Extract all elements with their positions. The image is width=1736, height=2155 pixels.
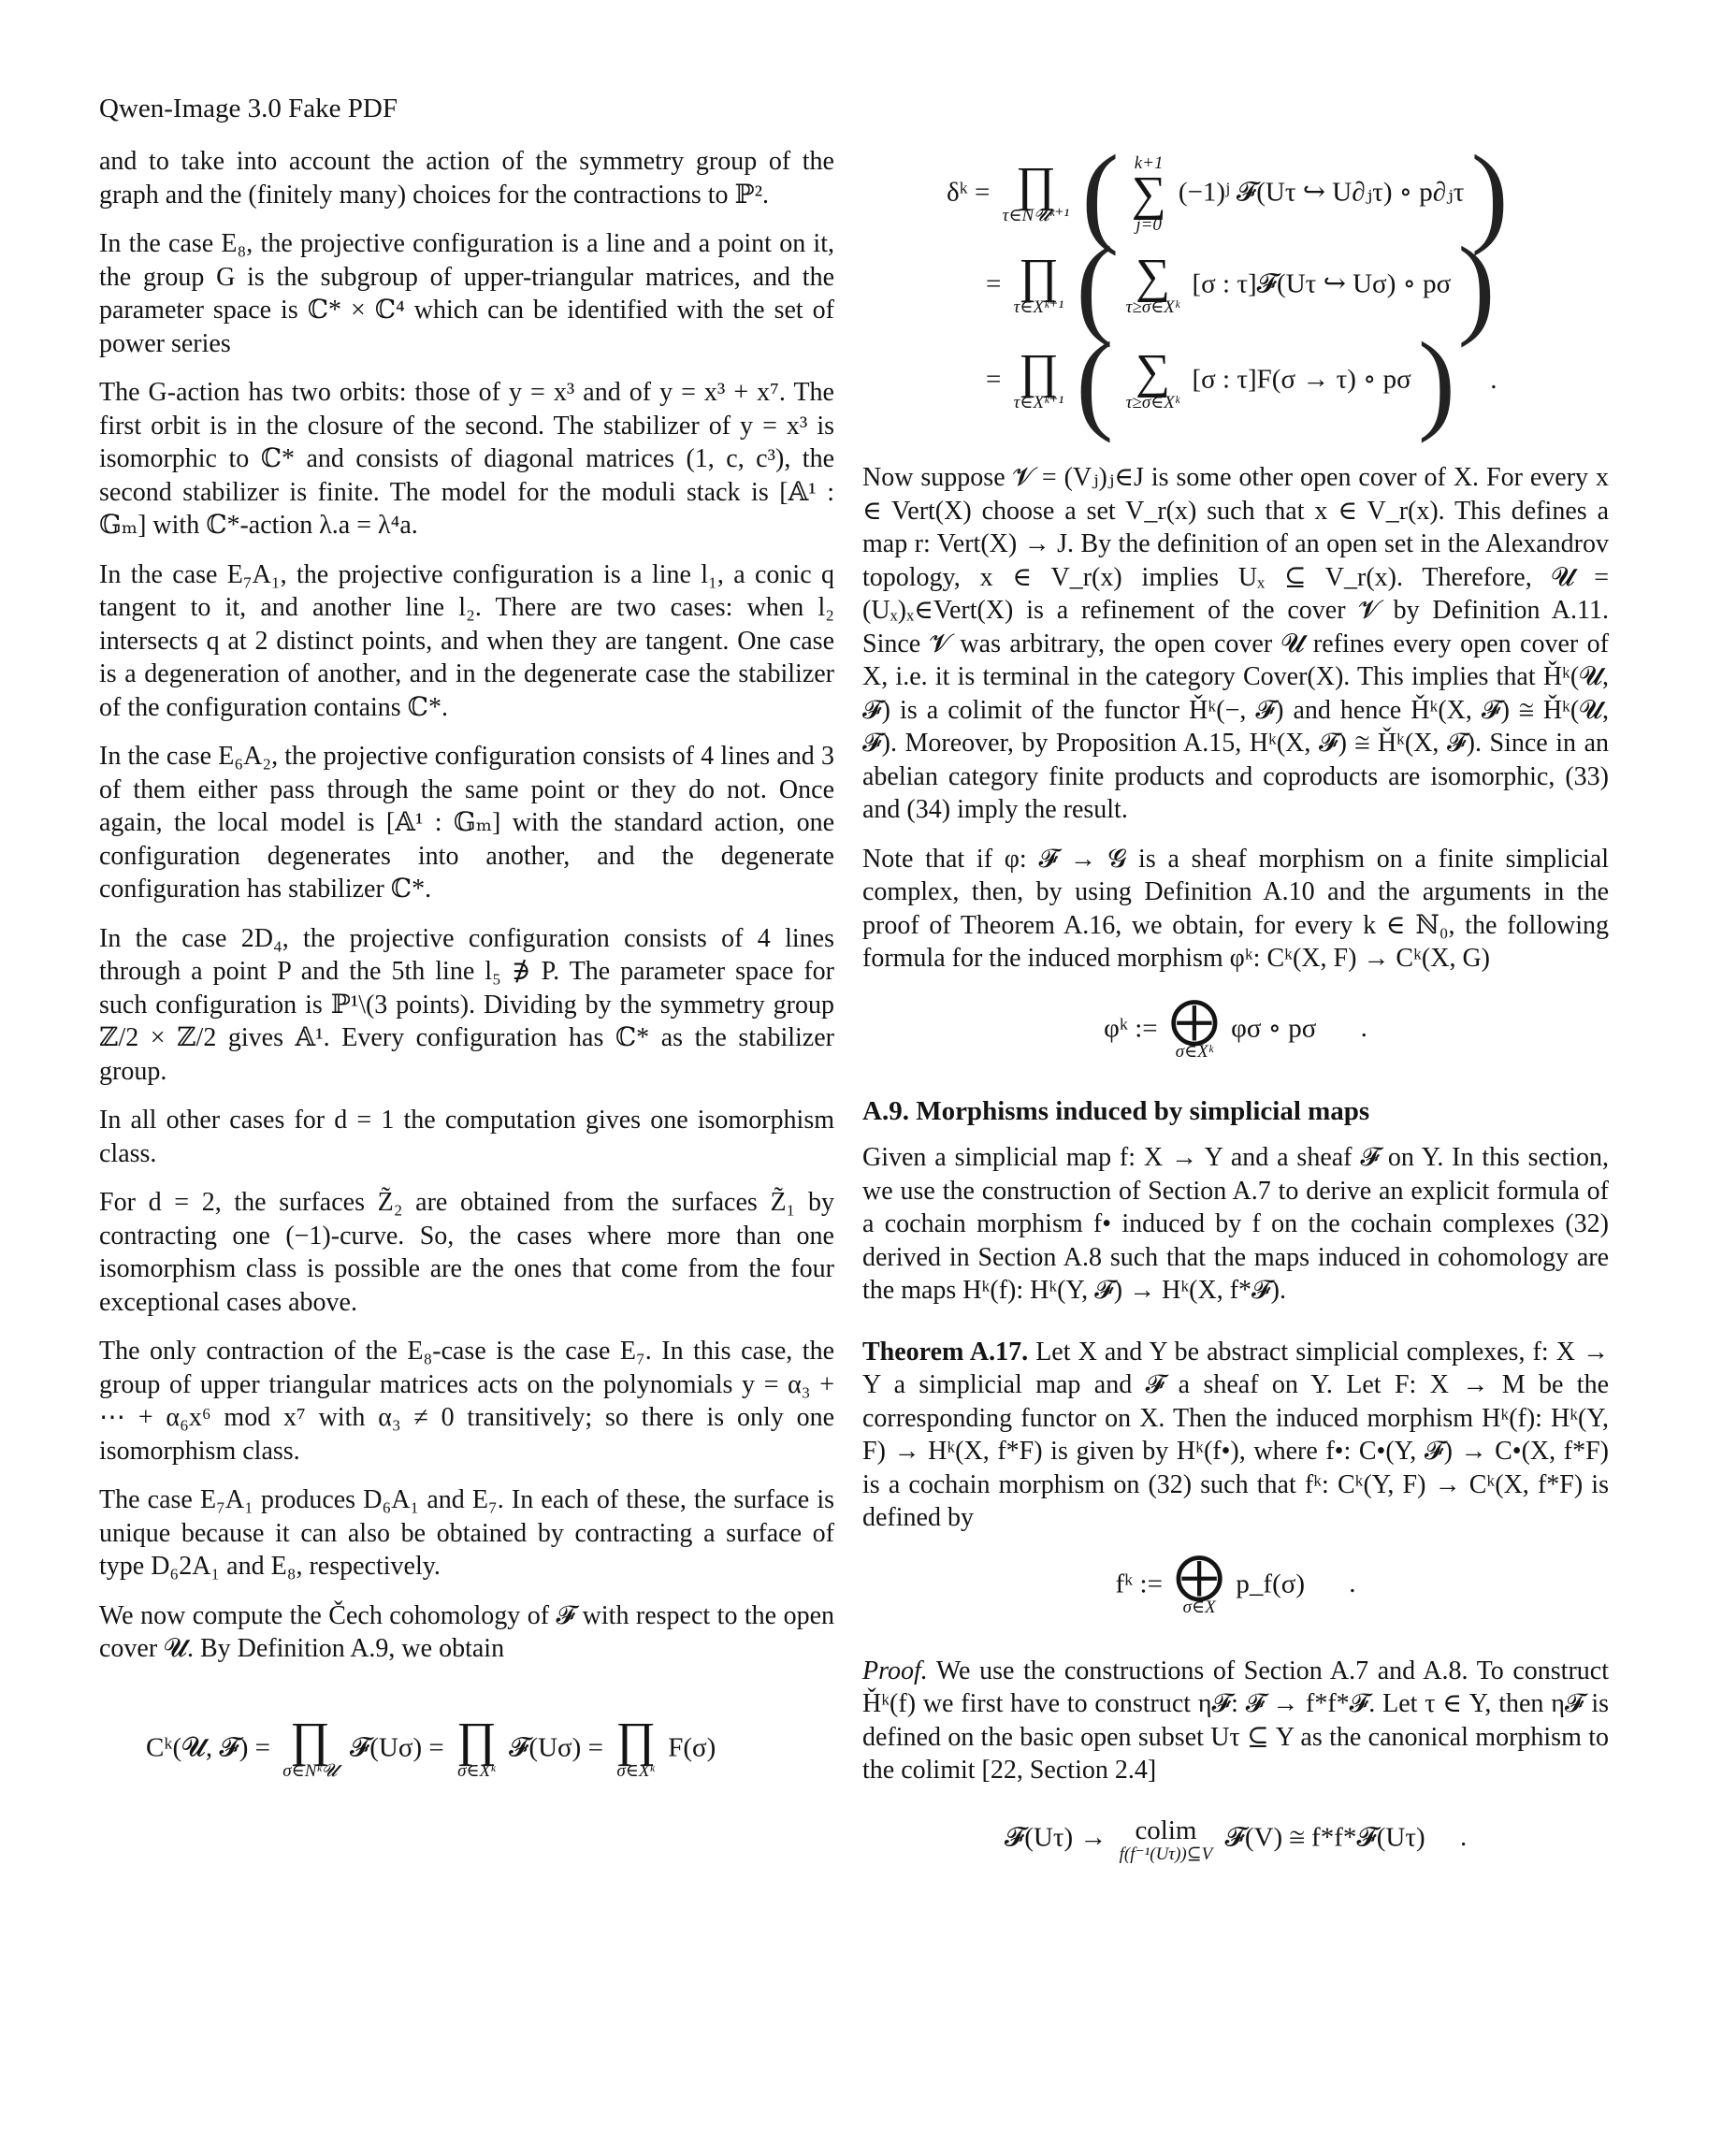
operator-limit: τ∈N𝓤ᵏ⁺¹: [1002, 206, 1070, 225]
product-operator: ∏ σ∈Xᵏ: [456, 1713, 497, 1781]
theorem-heading: Theorem A.17.: [862, 1337, 1029, 1367]
equation-term: φᵏ :=: [1104, 1013, 1158, 1044]
theorem: [862, 1336, 1609, 1535]
equation-term: .: [1349, 1569, 1356, 1599]
equation-term: [σ : τ]𝓕(Uτ ↪ Uσ) ∘ pσ: [1192, 268, 1452, 299]
paragraph: Given a simplicial map f: X → Y and a sheaf 𝓕 on Y. In this section, we use the construction of Section A.7 to derive an explicit formula of a cochain morphism f• induced by f on the cochain complexes (32) derived in Section A.8 such that the maps induced in cohomology are the maps Hᵏ(f): Hᵏ(Y, 𝓕) → Hᵏ(X, f*𝓕).: [862, 1143, 1609, 1305]
operator-limit: f(f⁻¹(Uτ))⊆V: [1119, 1844, 1213, 1864]
equation-coboundary: δᵏ = ∏ τ∈N𝓤ᵏ⁺¹ ( k+1 ∑ j=0 (−1)ʲ 𝓕(Uτ ↪ U∂ⱼτ) ∘ p∂ⱼτ ) = ∏ τ∈Xᵏ⁺¹ ( ∑ τ≥σ∈Xᵏ [σ : τ]𝓕(Uτ ↪ Uσ) ∘ pσ ) = ∏ τ∈Xᵏ⁺¹ ( ∑ τ≥σ∈Xᵏ [σ : τ]F(σ → τ) ∘ pσ ) .: [947, 132, 1509, 443]
direct-sum-operator: ⨁ σ∈X: [1175, 1549, 1224, 1617]
paragraph: In all other cases for d = 1 the computation gives one isomorphism class.: [99, 1106, 834, 1168]
theorem-body: Let X and Y be abstract simplicial complexes, f: X → Y a simplicial map and 𝓕 a sheaf on Y. Let F: X → M be the corresponding functor on X. Then the induced morphism Hᵏ(f): Hᵏ(Y, F) → Hᵏ(X, f*F) is given by Hᵏ(f•), where f•: C•(Y, 𝓕) → C•(X, f*F) is a cochain morphism on (32) such that fᵏ: Cᵏ(Y, F) → Cᵏ(X, f*F) is defined by: [862, 1337, 1609, 1532]
section-title: A.9. Morphisms induced by simplicial maps: [862, 1095, 1370, 1126]
direct-sum-operator: ⨁ σ∈Xᵏ: [1169, 993, 1219, 1062]
equation-term: 𝓕(Uσ) =: [509, 1732, 603, 1763]
paragraph: We now compute the Čech cohomology of 𝓕 with respect to the open cover 𝓤. By Definition A.9, we obtain: [99, 1600, 834, 1663]
paragraph: In the case E₆A₂, the projective configuration consists of 4 lines and 3 of them either pass through the same point or they do not. Once again, the local model is [𝔸¹ : 𝔾ₘ] with the standard action, one configuration degenerates into another, and the degenerate configuration has stabilizer ℂ*.: [99, 742, 834, 904]
paragraph: The only contraction of the E₈-case is the case E₇. In this case, the group of upper triangular matrices acts on the polynomials y = α₃ + ⋯ + α₆x⁶ mod x⁷ with α₃ ≠ 0 transitively; so there is only one isomorphism class.: [99, 1337, 834, 1466]
equation-term: F(σ): [668, 1732, 716, 1763]
proof-body: We use the constructions of Section A.7 and A.8. To construct Ȟᵏ(f) we first have to construct η𝓕: 𝓕 → f*f*𝓕. Let τ ∈ Y, then η𝓕 is defined on the basic open subset Uτ ⊆ Y as the canonical morphism to the colimit [22, Section 2.4]: [862, 1656, 1609, 1785]
product-operator: ∏ τ∈Xᵏ⁺¹: [1013, 345, 1064, 412]
operator-limit: σ∈Xᵏ: [616, 1760, 655, 1781]
equation-colimit: [862, 1815, 1609, 1864]
equation-term: .: [1360, 1013, 1367, 1044]
equation-term: Cᵏ(𝓤, 𝓕) =: [146, 1732, 271, 1763]
left-column: [99, 145, 834, 1781]
paragraph: For d = 2, the surfaces Z̃₂ are obtained from the surfaces Z̃₁ by contracting one (−1)-curve. So, the cases where more than one isomorphism class is possible are the ones that come from the four exceptional cases above.: [99, 1188, 834, 1317]
equation-term: .: [1490, 364, 1497, 395]
equation-term: [σ : τ]F(σ → τ) ∘ pσ: [1192, 364, 1411, 395]
paragraph: The G-action has two orbits: those of y = x³ and of y = x³ + x⁷. The first orbit is in the closure of the second. The stabilizer of y = x³ is isomorphic to ℂ* and consists of diagonal matrices (1, c, c³), the second stabilizer is finite. The model for the moduli stack is [𝔸¹ : 𝔾ₘ] with ℂ*-action λ.a = λ⁴a.: [99, 378, 834, 540]
equation-term: fᵏ :=: [1115, 1569, 1163, 1599]
paragraph: Now suppose 𝓥 = (Vⱼ)ⱼ∈J is some other open cover of X. For every x ∈ Vert(X) choose a set V_r(x) such that x ∈ V_r(x). This defines a map r: Vert(X) → J. By the definition of an open set in the Alexandrov topology, x ∈ V_r(x) implies Uₓ ⊆ V_r(x). Therefore, 𝓤 = (Uₓ)ₓ∈Vert(X) is a refinement of the cover 𝓥 by Definition A.11. Since 𝓥 was arbitrary, the open cover 𝓤 refines every open cover of X, i.e. it is terminal in the category Cover(X). This implies that Ȟᵏ(𝓤, 𝓕) is a colimit of the functor Ȟᵏ(−, 𝓕) and hence Ȟᵏ(X, 𝓕) ≅ Ȟᵏ(𝓤, 𝓕). Moreover, by Proposition A.15, Hᵏ(X, 𝓕) ≅ Ȟᵏ(X, 𝓕). Since in an abelian category finite products and coproducts are isomorphic, (33) and (34) imply the result.: [862, 463, 1609, 824]
operator-limit: τ∈Xᵏ⁺¹: [1013, 297, 1064, 317]
colimit-operator: [1120, 1815, 1213, 1864]
proof: [862, 1655, 1609, 1787]
operator-limit: σ∈Xᵏ: [457, 1760, 496, 1781]
operator-limit: σ∈X: [1182, 1597, 1216, 1617]
paragraph: The case E₇A₁ produces D₆A₁ and E₇. In each of these, the surface is unique because it can also be obtained by contracting a surface of type D₆2A₁ and E₈, respectively.: [99, 1485, 834, 1581]
product-operator: ∏ τ∈N𝓤ᵏ⁺¹: [1002, 158, 1070, 225]
proof-heading: Proof.: [862, 1656, 928, 1685]
paragraph: Note that if φ: 𝓕 → 𝓖 is a sheaf morphism on a finite simplicial complex, then, by using Definition A.10 and the arguments in the proof of Theorem A.16, we obtain, for every k ∈ ℕ₀, the following formula for the induced morphism φᵏ: Cᵏ(X, F) → Cᵏ(X, G): [862, 844, 1609, 973]
product-operator: ∏ τ∈Xᵏ⁺¹: [1013, 250, 1064, 317]
equation-cochain-morphism: [862, 1549, 1609, 1617]
operator-label: colim: [1135, 1815, 1197, 1845]
equation-term: (−1)ʲ 𝓕(Uτ ↪ U∂ⱼτ) ∘ p∂ⱼτ: [1178, 177, 1465, 208]
operator-limit: τ≥σ∈Xᵏ: [1125, 393, 1180, 412]
equation-term: δᵏ =: [947, 177, 991, 208]
equation-induced-morphism: [862, 993, 1609, 1062]
equation-term: =: [986, 364, 1002, 395]
operator-limit: τ∈Xᵏ⁺¹: [1013, 393, 1064, 412]
equation-term: 𝓕(Uτ) →: [1004, 1822, 1107, 1853]
equation-term: .: [1459, 1822, 1468, 1853]
operator-limit: k+1: [1134, 153, 1164, 173]
sum-operator: ∑ τ≥σ∈Xᵏ: [1125, 345, 1180, 412]
product-operator: ∏ σ∈Xᵏ: [615, 1713, 656, 1781]
paragraph: In the case 2D₄, the projective configuration consists of 4 lines through a point P and the 5th line l₅ ∌ P. The parameter space for such configuration is ℙ¹\(3 points). Dividing by the symmetry group ℤ/2 × ℤ/2 gives 𝔸¹. Every configuration has ℂ* as the stabilizer group.: [99, 923, 834, 1086]
operator-limit: j=0: [1136, 215, 1162, 235]
sum-operator: ∑ τ≥σ∈Xᵏ: [1125, 250, 1180, 317]
paragraph: In the case E₇A₁, the projective configuration is a line l₁, a conic q tangent to it, and another line l₂. There are two cases: when l₂ intersects q at 2 distinct points, and when they are tangent. One case is a degeneration of another, and in the degenerate case the stabilizer of the configuration contains ℂ*.: [99, 559, 834, 722]
operator-limit: σ∈Xᵏ: [1175, 1041, 1214, 1062]
equation-term: 𝓕(V) ≅ f*f*𝓕(Uτ): [1224, 1822, 1425, 1853]
right-column: [862, 132, 1609, 1864]
product-operator: ∏ σ∈Nᵏ𝓤: [282, 1713, 338, 1781]
paragraph: and to take into account the action of the symmetry group of the graph and the (finitely many) choices for the contractions to ℙ².: [99, 147, 834, 210]
page-header: Qwen-Image 3.0 Fake PDF: [99, 94, 398, 123]
equation-term: φσ ∘ pσ: [1231, 1013, 1317, 1044]
equation-term: =: [986, 268, 1002, 299]
equation-cochain: [146, 1713, 834, 1781]
sum-operator: k+1 ∑ j=0: [1131, 153, 1166, 235]
equation-term: 𝓕(Uσ) =: [349, 1732, 444, 1763]
operator-limit: σ∈Nᵏ𝓤: [282, 1760, 338, 1781]
paragraph: In the case E₈, the projective configuration is a line and a point on it, the group G is the subgroup of upper-triangular matrices, and the parameter space is ℂ* × ℂ⁴ which can be identified with the set of power series: [99, 229, 834, 358]
operator-limit: τ≥σ∈Xᵏ: [1125, 297, 1180, 317]
equation-term: p_f(σ): [1236, 1569, 1306, 1599]
